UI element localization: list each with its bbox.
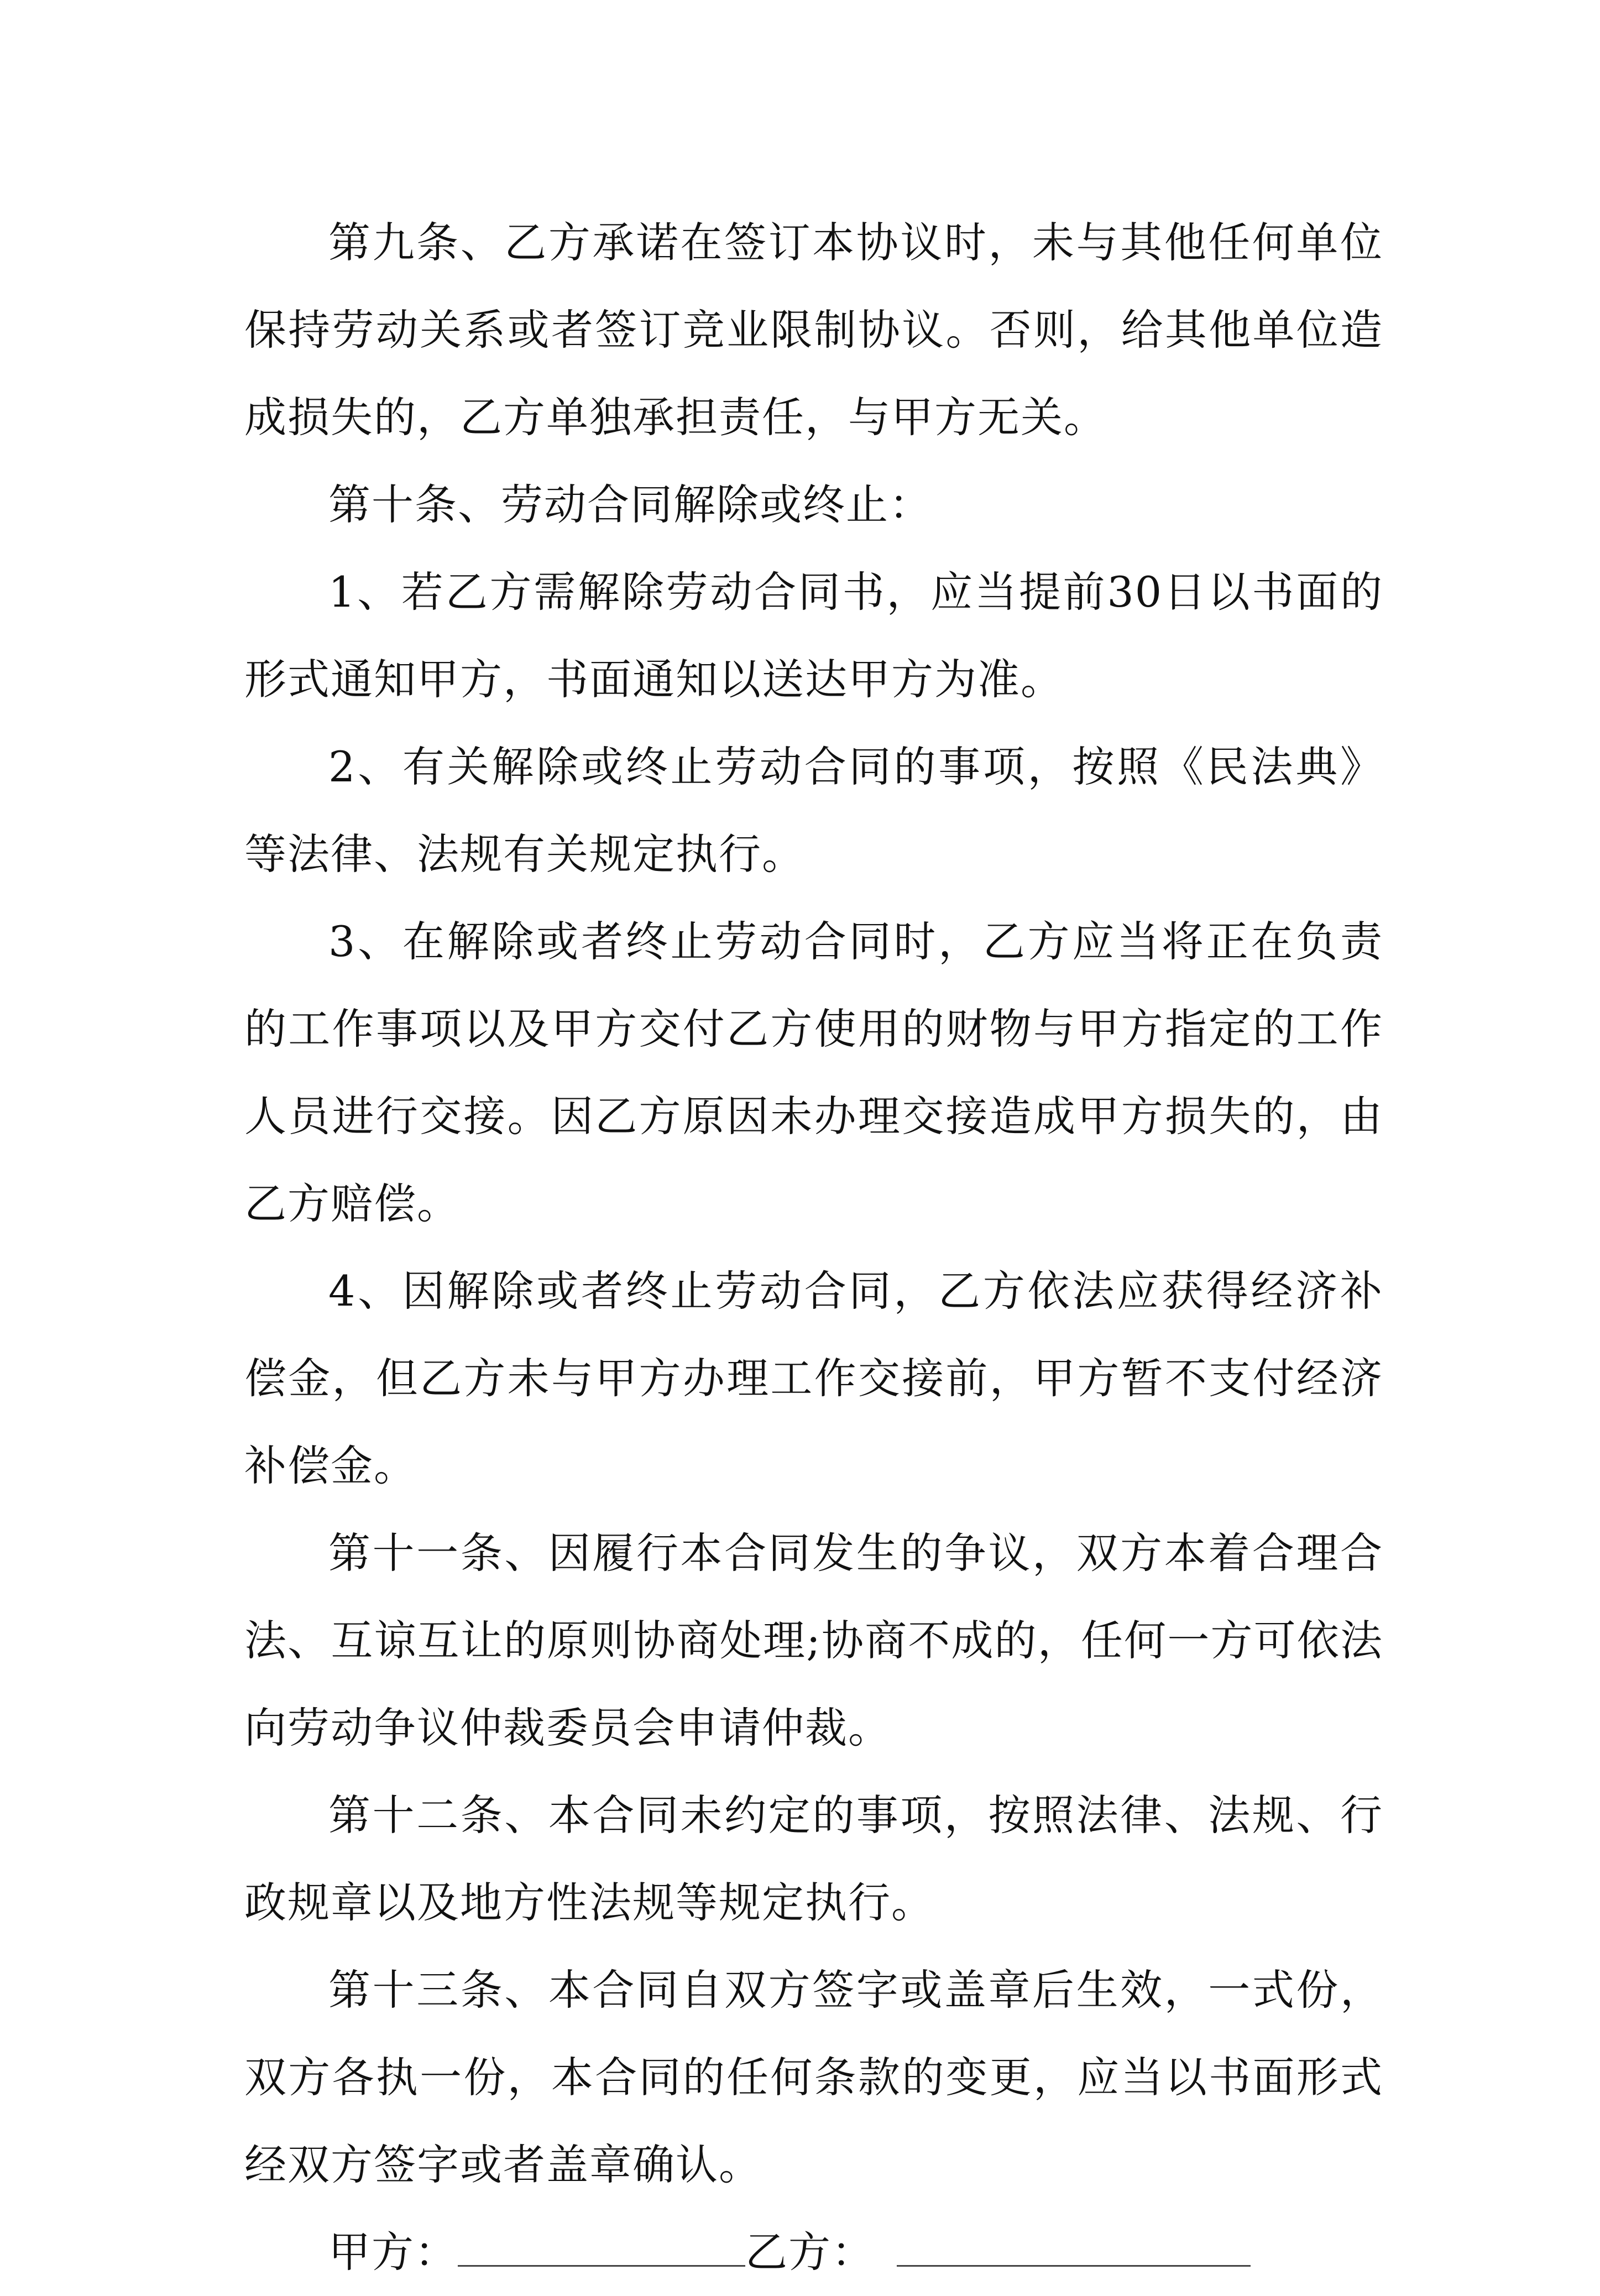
clause-11: 第十一条、因履行本合同发生的争议，双方本着合理合法、互谅互让的原则协商处理;协商不成的，任何一方可依法向劳动争议仲裁委员会申请仲裁。 <box>244 1528 1383 1752</box>
party-b-signature-blank[interactable] <box>897 2226 1251 2267</box>
clause-10-item-4: 4、因解除或者终止劳动合同，乙方依法应获得经济补偿金，但乙方未与甲方办理工作交接前，甲方暂不支付经济补偿金。 <box>244 1266 1383 1490</box>
clause-12: 第十二条、本合同未约定的事项，按照法律、法规、行政规章以及地方性法规等规定执行。 <box>244 1791 1383 1927</box>
party-b-label: 乙方： <box>745 2227 875 2277</box>
clause-10-item-3: 3、在解除或者终止劳动合同时，乙方应当将正在负责的工作事项以及甲方交付乙方使用的财物与甲方指定的工作人员进行交接。因乙方原因未办理交接造成甲方损失的，由乙方赔偿。 <box>244 917 1383 1228</box>
clause-10-heading: 第十条、劳动合同解除或终止： <box>328 480 932 529</box>
clause-9: 第九条、乙方承诺在签订本协议时，未与其他任何单位保持劳动关系或者签订竞业限制协议。否则，给其他单位造成损失的，乙方单独承担责任，与甲方无关。 <box>244 218 1383 442</box>
party-a-label: 甲方： <box>328 2227 458 2277</box>
clause-10-item-2: 2、有关解除或终止劳动合同的事项，按照《民法典》等法律、法规有关规定执行。 <box>244 742 1383 879</box>
party-a-signature-blank[interactable] <box>458 2226 745 2267</box>
contract-body <box>244 199 1383 2296</box>
clause-13: 第十三条、本合同自双方签字或盖章后生效，一式份，双方各执一份，本合同的任何条款的变更，应当以书面形式经双方签字或者盖章确认。 <box>244 1965 1383 2189</box>
signature-line <box>244 2209 1383 2296</box>
clause-10-item-1: 1、若乙方需解除劳动合同书，应当提前30日以书面的形式通知甲方，书面通知以送达甲方为准。 <box>244 567 1383 704</box>
